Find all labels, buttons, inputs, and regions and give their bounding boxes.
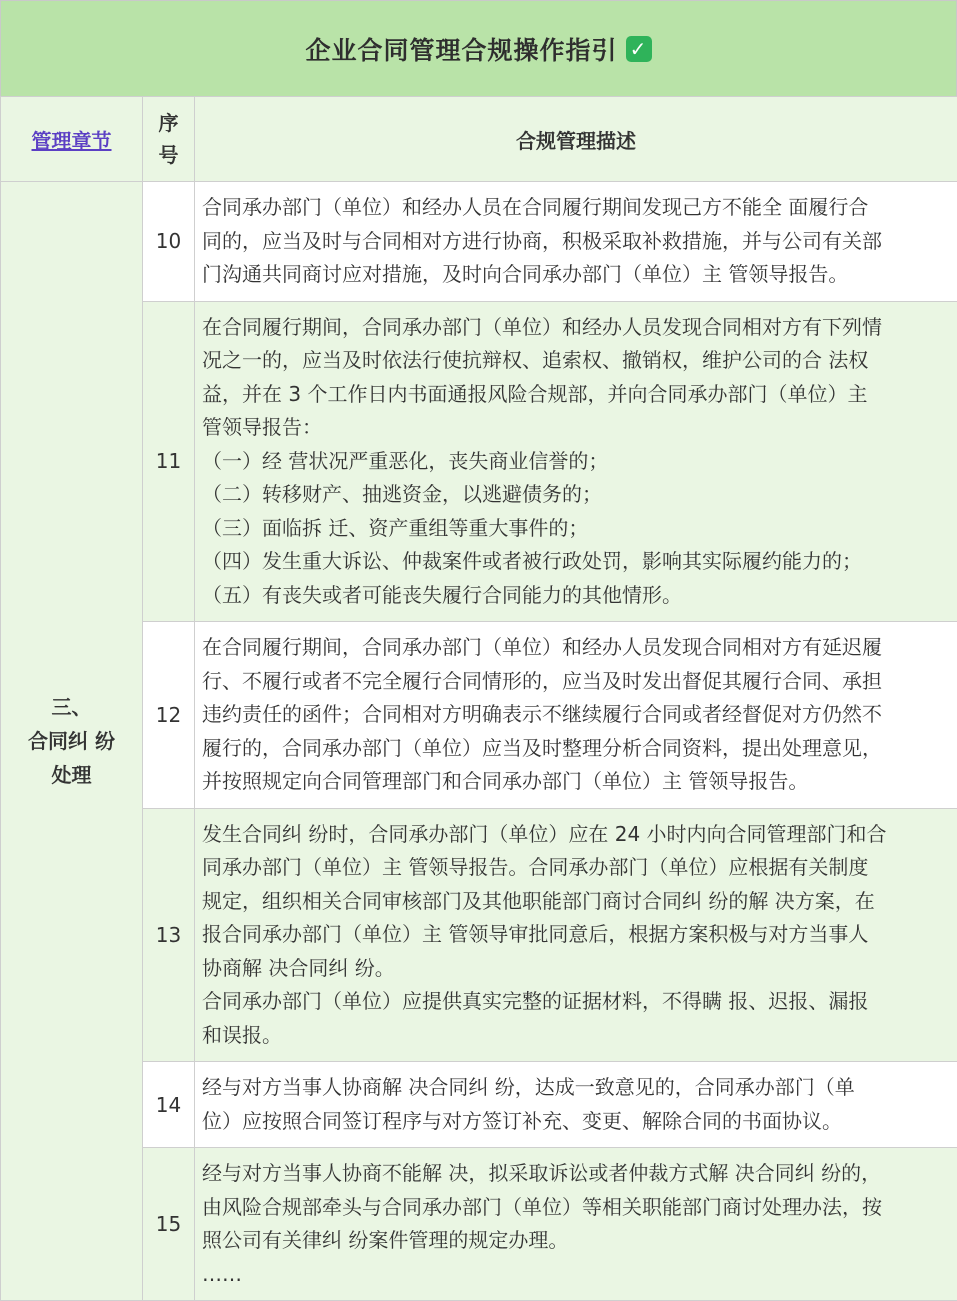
row-number: 10 [143,182,195,302]
desc-line: 规定，组织相关合同审核部门及其他职能部门商讨合同纠 纷的解 决方案，在 [202,885,951,919]
compliance-table [0,96,957,1301]
desc-line: 发生合同纠 纷时，合同承办部门（单位）应在 24 小时内向合同管理部门和合 [202,818,951,852]
table-row [1,301,957,622]
row-description [195,1062,957,1148]
desc-line: 行、不履行或者不完全履行合同情形的，应当及时发出督促其履行合同、承担 [202,665,951,699]
chapter-line1: 三、 [1,690,142,724]
table-row [1,182,957,302]
table-row [1,622,957,809]
row-number: 12 [143,622,195,809]
desc-line: 位）应按照合同签订程序与对方签订补充、变更、解除合同的书面协议。 [202,1105,951,1139]
row-number: 13 [143,808,195,1062]
page-title-bar [0,0,957,98]
chapter-line3: 处理 [1,758,142,792]
row-description [195,622,957,809]
check-box-icon: ✓ [626,36,652,62]
desc-line: 合同承办部门（单位）应提供真实完整的证据材料，不得瞒 报、迟报、漏报 [202,985,951,1019]
chapter-header-link[interactable]: 管理章节 [32,129,112,153]
row-number: 14 [143,1062,195,1148]
desc-line: 在合同履行期间，合同承办部门（单位）和经办人员发现合同相对方有下列情 [202,311,951,345]
chapter-cell [1,182,143,1301]
table-header-row [1,97,957,182]
desc-line: 违约责任的函件；合同相对方明确表示不继续履行合同或者经督促对方仍然不 [202,698,951,732]
description-column-header: 合规管理描述 [195,97,957,182]
desc-line: 益，并在 3 个工作日内书面通报风险合规部，并向合同承办部门（单位）主 [202,378,951,412]
row-number: 11 [143,301,195,622]
desc-line: 照公司有关律纠 纷案件管理的规定办理。 [202,1224,951,1258]
desc-line: …… [202,1258,951,1292]
row-number: 15 [143,1148,195,1301]
page-title: 企业合同管理合规操作指引 [305,31,617,67]
table-row [1,808,957,1062]
desc-line: 协商解 决合同纠 纷。 [202,952,951,986]
number-header-line1: 序 [143,107,194,139]
desc-line: 合同承办部门（单位）和经办人员在合同履行期间发现己方不能全 面履行合 [202,191,951,225]
chapter-line2: 合同纠 纷 [1,724,142,758]
desc-line: 门沟通共同商讨应对措施，及时向合同承办部门（单位）主 管领导报告。 [202,258,951,292]
desc-line: 在合同履行期间，合同承办部门（单位）和经办人员发现合同相对方有延迟履 [202,631,951,665]
desc-line: 和误报。 [202,1019,951,1053]
desc-line: （二）转移财产、抽逃资金，以逃避债务的； [202,478,951,512]
row-description [195,808,957,1062]
desc-line: 同承办部门（单位）主 管领导报告。合同承办部门（单位）应根据有关制度 [202,851,951,885]
row-description [195,182,957,302]
desc-line: 同的，应当及时与合同相对方进行协商，积极采取补救措施，并与公司有关部 [202,225,951,259]
desc-line: （三）面临拆 迁、资产重组等重大事件的； [202,512,951,546]
row-description [195,301,957,622]
number-column-header [143,97,195,182]
desc-line: 经与对方当事人协商解 决合同纠 纷，达成一致意见的，合同承办部门（单 [202,1071,951,1105]
desc-line: （五）有丧失或者可能丧失履行合同能力的其他情形。 [202,579,951,613]
desc-line: 并按照规定向合同管理部门和合同承办部门（单位）主 管领导报告。 [202,765,951,799]
desc-line: 报合同承办部门（单位）主 管领导审批同意后，根据方案积极与对方当事人 [202,918,951,952]
table-row [1,1062,957,1148]
desc-line: 履行的，合同承办部门（单位）应当及时整理分析合同资料，提出处理意见， [202,732,951,766]
desc-line: 由风险合规部牵头与合同承办部门（单位）等相关职能部门商讨处理办法，按 [202,1191,951,1225]
desc-line: 管领导报告： [202,411,951,445]
row-description [195,1148,957,1301]
number-header-line2: 号 [143,139,194,171]
desc-line: 况之一的，应当及时依法行使抗辩权、追索权、撤销权，维护公司的合 法权 [202,344,951,378]
desc-line: （四）发生重大诉讼、仲裁案件或者被行政处罚，影响其实际履约能力的； [202,545,951,579]
table-row [1,1148,957,1301]
desc-line: （一）经 营状况严重恶化，丧失商业信誉的； [202,445,951,479]
chapter-column-header[interactable] [1,97,143,182]
desc-line: 经与对方当事人协商不能解 决，拟采取诉讼或者仲裁方式解 决合同纠 纷的， [202,1157,951,1191]
